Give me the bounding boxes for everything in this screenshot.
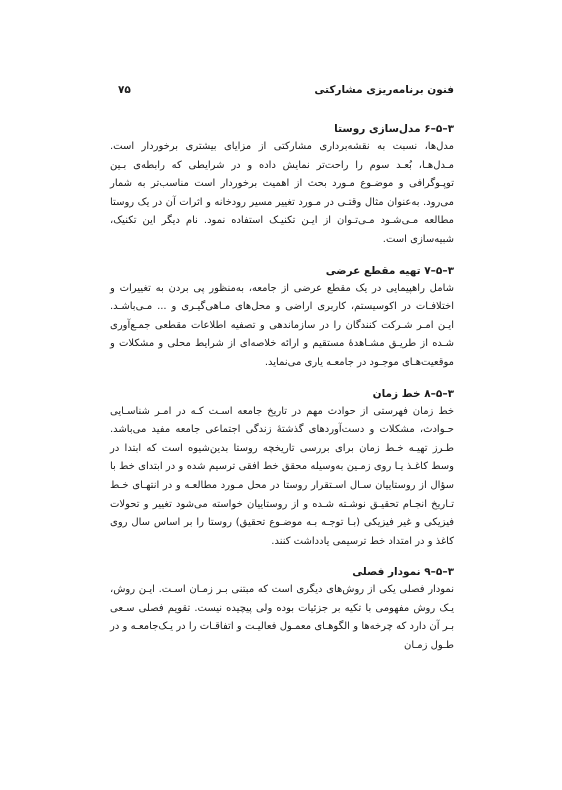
running-header — [118, 84, 454, 100]
main-content — [110, 120, 454, 668]
section-heading: ۳–۵–۶ مدل‌سازی روستا — [334, 123, 454, 135]
section-paragraph: نمودار فصلی یکی از روش‌های دیگری است که مبتنی بـر زمـان اسـت. ایـن روش، یـک روش مفهومی با تکیه بر جزئیات بوده ولی پیچیده نیست. تقویم فصلی سـعی بـر آن دارد که چرخه‌ها و الگوهـای معمـول فعالیـت و اتفاقـات را در یـک‌جامعـه و در طـول زمـان — [110, 584, 454, 652]
section-transect — [110, 262, 454, 373]
section-heading: ۳–۵–۸ خط زمان — [372, 387, 454, 400]
section-heading: ۳–۵–۷ تهیه مقطع عرضی — [325, 264, 454, 277]
section-paragraph: مدل‌ها، نسبت به نقشه‌برداری مشارکتی از مزایای بیشتری برخوردار است. مـدل‌هـا، بُعـد سوم را راحت‌تر نمایش داده و در شرایطی که رابطه‌ی بـین توپـوگرافی و موضـوع مـورد بحث از اهمیت برخوردار است مناسب‌تر به شمار می‌رود. به‌عنوان مثال وقتـی در مـورد تغییر مسیر رودخانه و اثرات آن در یک روستا مطالعه مـی‌شـود مـی‌تـوان از ایـن تکنیـک استفاده نمود. نام دیگر این تکنیک، شبیه‌سازی است. — [110, 141, 454, 245]
section-paragraph: خط زمان فهرستی از حوادث مهم در تاریخ جامعه اسـت کـه در امـر شناسـایی حـوادث، مشکلات و دست‌آوردهای گذشتهٔ زندگی اجتماعی جامعه مفید می‌باشد. طـرز تهیـه خـط زمان برای بررسی تاریخچه روستا بدین‌شیوه است که ابتدا در وسط کاغـذ یـا روی زمـین به‌وسیله محقق خط افقی ترسیم شده و در ابتدای خط با سؤال از روستاییان سـال اسـتقرار روستا در محل مـورد مطالعـه و در انتهـای خـط تـاریخ انجـام تحقیـق نوشـته شـده و از روستاییان خواسته می‌شود تغییر و تحولات فیزیکی و غیر فیزیکی (بـا توجـه بـه موضـوع تحقیق) روستا را بر اساس سال روی کاغذ و در امتداد خط ترسیمی یادداشت کنند. — [110, 405, 454, 547]
section-heading: ۳–۵–۹ نمودار فصلی — [352, 566, 454, 579]
section-timeline — [110, 385, 454, 552]
section-paragraph: شامل راهپیمایی در یک مقطع عرضی از جامعه، به‌منظور پی بردن به تغییرات و اختلافـات در اکوسیستم، کاربری اراضی و محل‌های مـاهی‌گیـری و ... مـی‌باشـد. ایـن امـر شـرکت کنندگان را در سازماندهی و تصفیه اطلاعات مقطعی جمـع‌آوری شـده از طریـق مشـاهدهٔ مستقیم و ارائه خلاصه‌ای از شرایط محلی و مشکلات و موقعیت‌هـای موجـود در جامعـه یاری می‌نماید. — [110, 282, 454, 368]
page-number: ۷۵ — [118, 84, 131, 96]
section-village-modeling — [110, 120, 454, 250]
section-seasonal-calendar — [110, 563, 454, 655]
header-title: فنون برنامه‌ریزی مشارکتی — [314, 84, 454, 96]
